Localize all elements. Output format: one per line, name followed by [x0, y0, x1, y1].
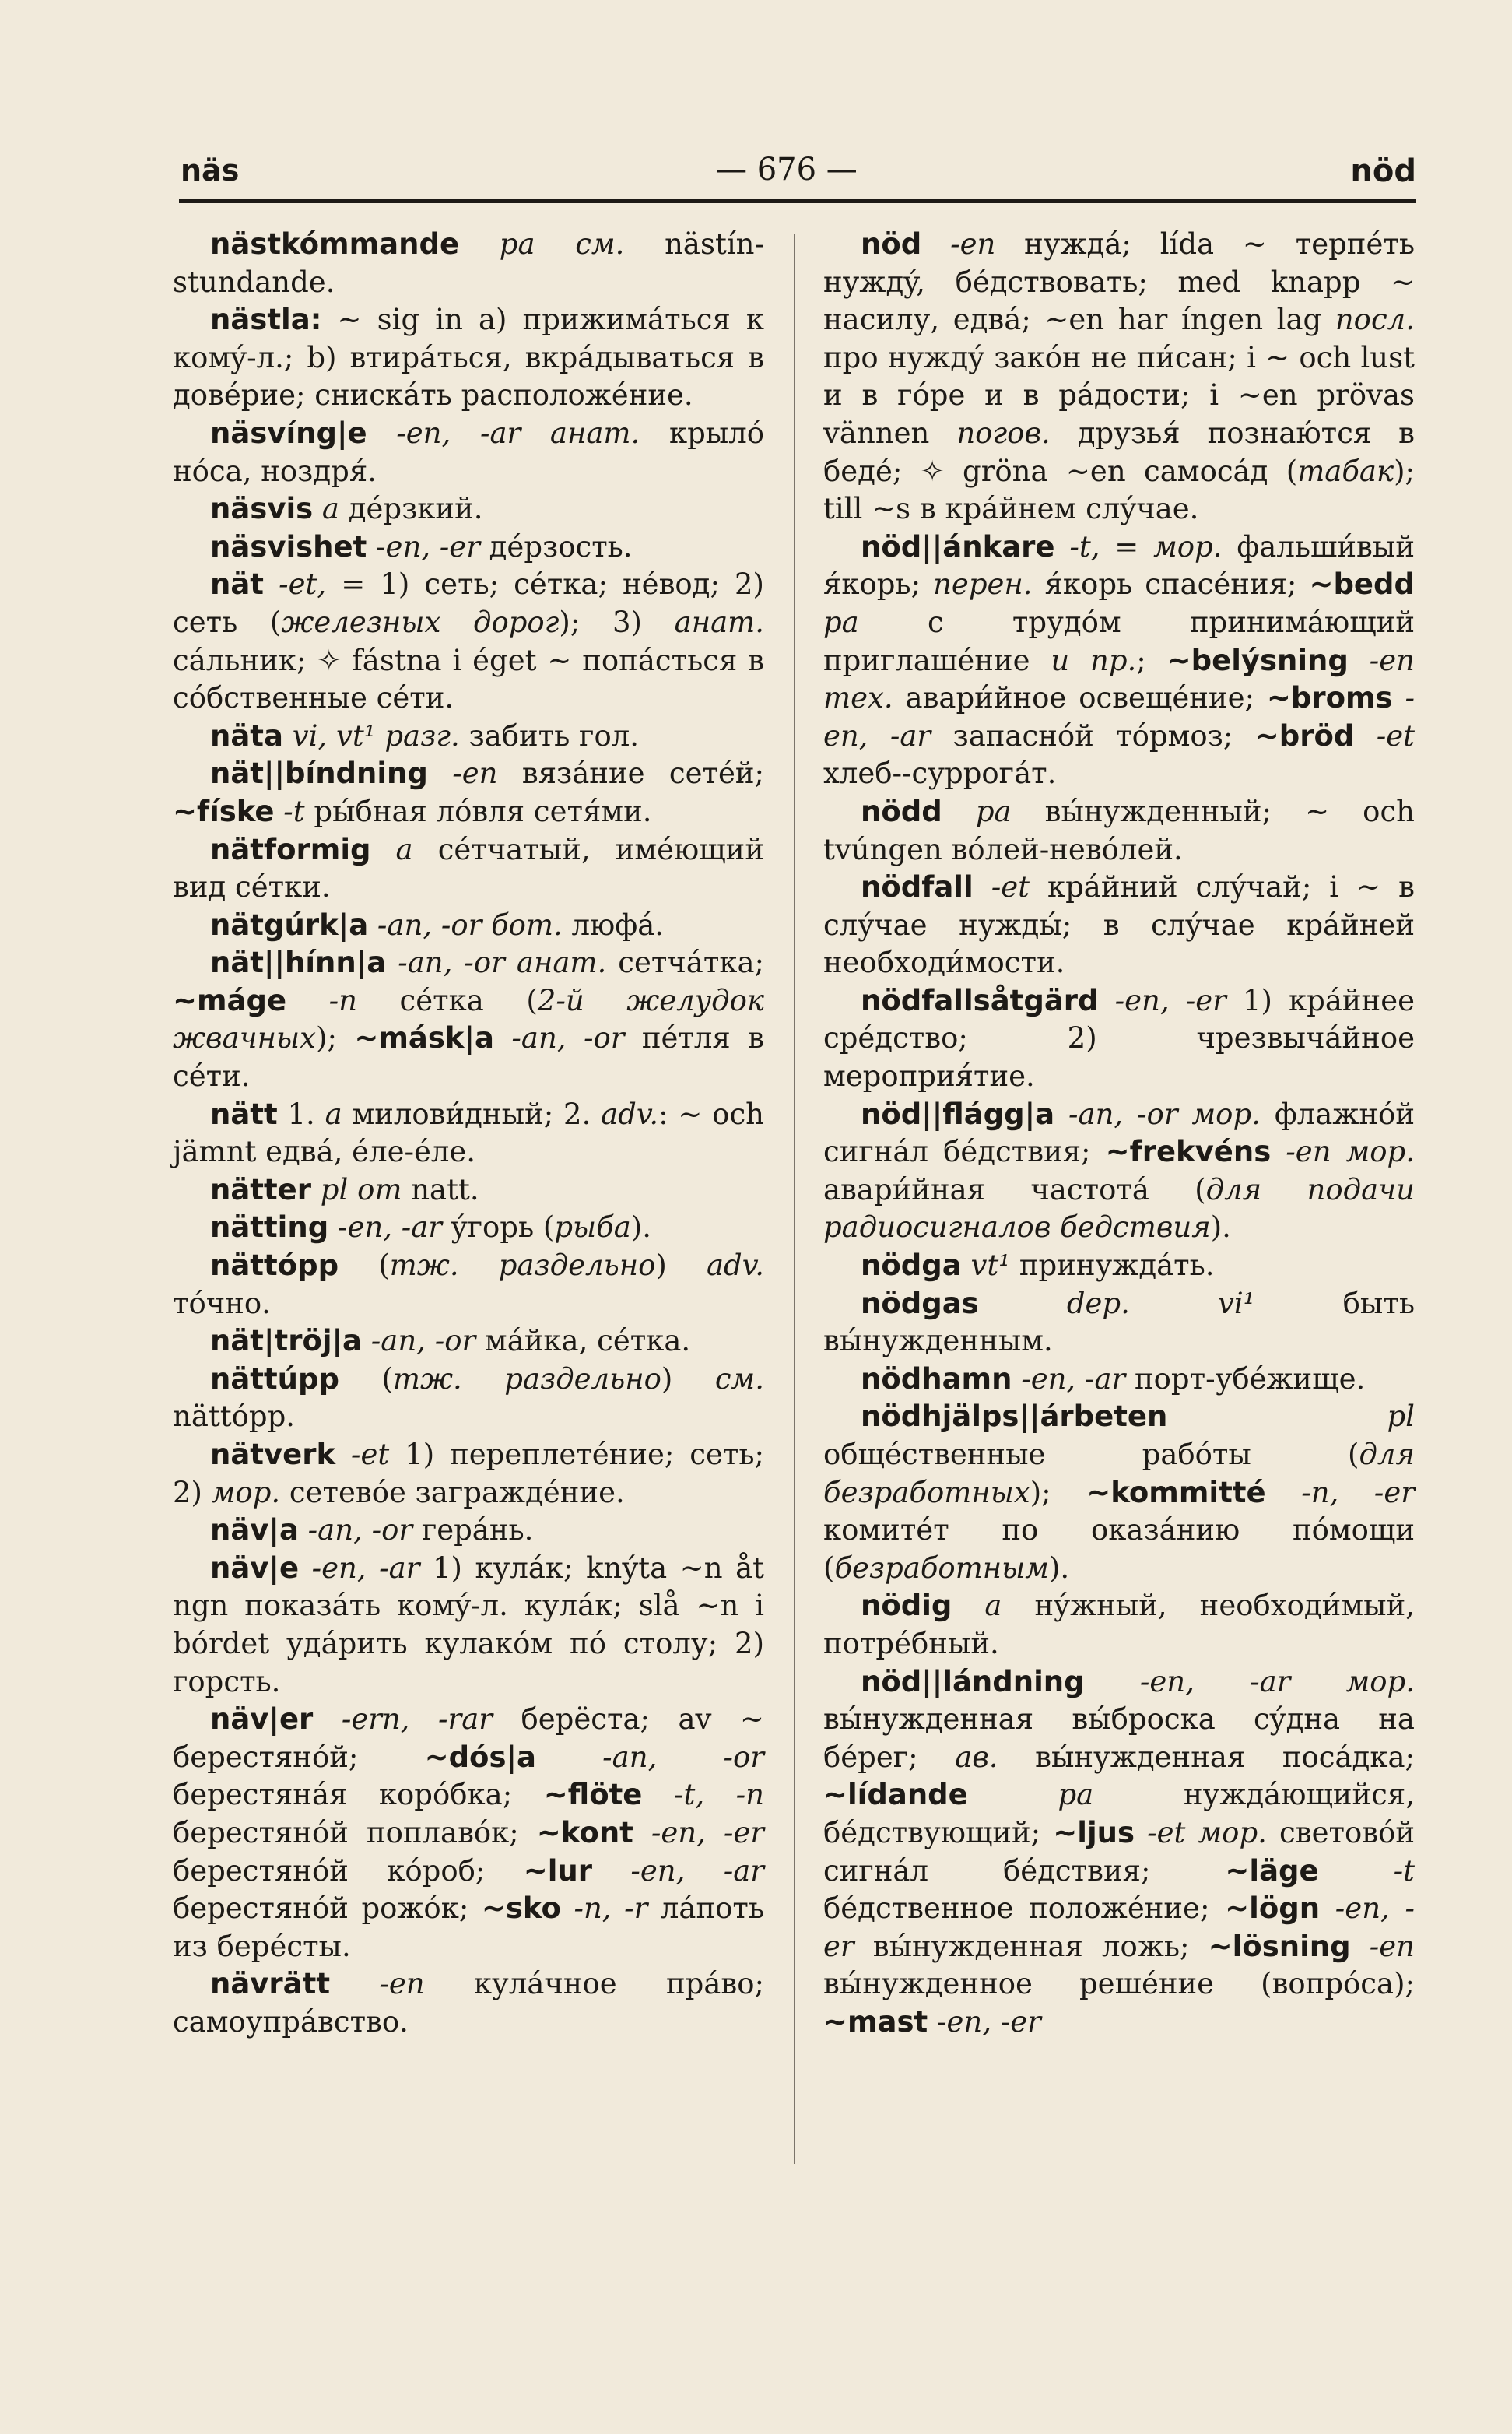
dictionary-entry: [173, 944, 764, 1095]
headword: näv|er: [210, 1702, 314, 1737]
definition-text: ): [661, 1361, 715, 1396]
definition-text: берестянáя корóбка;: [173, 1778, 544, 1812]
headword: nöd||ánkare: [861, 529, 1055, 564]
headword: nätting: [210, 1210, 329, 1245]
definition-text: пéтля в сéти.: [173, 1021, 765, 1094]
definition-text: ).: [630, 1210, 651, 1245]
definition-text: лáпоть из берéсты.: [173, 1891, 764, 1963]
dictionary-entry: [823, 1247, 1415, 1285]
headword: nödga: [861, 1249, 962, 1283]
grammar-label: -n, -r: [560, 1891, 648, 1926]
definition-text: ).: [1048, 1551, 1070, 1585]
definition-text: берестянóй рожóк;: [173, 1891, 482, 1926]
grammar-label: -an, -or мор.: [1054, 1097, 1261, 1131]
dictionary-entry: [173, 907, 764, 945]
dictionary-entry: [173, 566, 764, 717]
dictionary-entry: [823, 1663, 1415, 2042]
headword: nödig: [861, 1589, 952, 1623]
grammar-label: см.: [714, 1361, 764, 1396]
headword: ~bedd: [1309, 567, 1415, 602]
definition-text: );: [1030, 1475, 1087, 1509]
definition-text: вы́нужденная вы́броска сýдна на бéрег;: [823, 1702, 1415, 1774]
grammar-label: pa см.: [459, 227, 625, 261]
headword: ~lögn: [1225, 1891, 1321, 1926]
grammar-label: посл.: [1335, 303, 1415, 337]
grammar-label: -an, -or: [494, 1021, 625, 1055]
definition-text: 1.: [277, 1097, 325, 1131]
headword: nät||bíndning: [210, 757, 428, 791]
definition-text: вы́нужденная посáдка;: [998, 1740, 1415, 1774]
grammar-label: -en, -er: [633, 1815, 764, 1849]
grammar-label: adv.: [706, 1249, 764, 1283]
headword: ~ljus: [1053, 1815, 1135, 1849]
headword: nöd||flágg|a: [861, 1097, 1055, 1131]
headword: ~dós|a: [424, 1740, 536, 1774]
definition-text: фальши́вый я́корь;: [823, 529, 1415, 602]
grammar-label: мор.: [1153, 529, 1223, 564]
definition-text: );: [316, 1021, 355, 1055]
definition-text: быть вы́нужденным.: [823, 1286, 1415, 1358]
grammar-label: a: [313, 492, 339, 526]
grammar-label: для безработных: [823, 1438, 1415, 1509]
dictionary-entry: [823, 869, 1415, 982]
grammar-label: -ern, -rar: [313, 1702, 493, 1737]
column-divider: [794, 234, 795, 2164]
definition-text: вы́нужденный; ~ och tvúngen вóлей-невóлей.: [823, 794, 1415, 866]
headword: nätter: [210, 1172, 312, 1206]
grammar-label: безработным: [834, 1551, 1049, 1585]
definition-text: принуждáть.: [1010, 1249, 1215, 1283]
dictionary-entry: [173, 1247, 764, 1322]
definition-text: я́корь спасéния;: [1032, 567, 1310, 602]
headword: näv|a: [210, 1513, 299, 1547]
headword: nödfall: [861, 870, 974, 904]
grammar-label: рыба: [554, 1210, 631, 1245]
headword: ~máge: [173, 983, 287, 1017]
dictionary-entry: [173, 1436, 764, 1512]
grammar-label: -en, -ar мор.: [1084, 1664, 1415, 1698]
grammar-label: pl: [1167, 1400, 1415, 1434]
grammar-label: для подачи радиосигналов бедствия: [823, 1172, 1415, 1245]
dictionary-entry: [173, 1512, 764, 1550]
page-header: [179, 152, 1416, 198]
dictionary-entry: [173, 755, 764, 831]
definition-text: 1) переплетéние; сеть; 2): [173, 1438, 764, 1509]
definition-text: бéдственное положéние;: [823, 1891, 1226, 1926]
headword: ~lösning: [1208, 1929, 1351, 1963]
definition-text: берестянóй поплавóк;: [173, 1815, 537, 1849]
headword: ~läge: [1225, 1853, 1319, 1888]
definition-text: авари́йное освещéние;: [893, 681, 1267, 715]
headword: näsvis: [210, 492, 314, 526]
dictionary-entry: [173, 1550, 764, 1701]
headword: nättópp: [210, 1249, 339, 1283]
headword: nöd: [861, 227, 922, 261]
headword: ~frekvéns: [1105, 1135, 1272, 1169]
definition-text: нýжный, необходи́мый, потрéбный.: [823, 1589, 1415, 1660]
definition-text: кулáчное прáво; самоупрáвство.: [173, 1967, 764, 2039]
dictionary-entry: [823, 226, 1415, 529]
grammar-label: 2-й желудок жвачных: [173, 983, 764, 1055]
grammar-label: -t: [274, 794, 305, 828]
dictionary-entry: [823, 1398, 1415, 1587]
grammar-label: vt¹: [961, 1249, 1011, 1283]
definition-text: nättópp.: [173, 1400, 296, 1434]
grammar-label: -n: [286, 983, 357, 1017]
definition-text: дéрзость.: [479, 529, 633, 564]
dictionary-entry: [173, 301, 764, 415]
definition-text: запаснóй тóрмоз;: [931, 718, 1255, 753]
headword: ~sko: [481, 1891, 561, 1926]
grammar-label: -an, -or бот.: [368, 908, 563, 942]
headword: ~flöte: [543, 1778, 643, 1812]
definition-text: нуждá; lída ~ терпéть нуждý, бéдствовать; med knapp ~ насилу, едвá; ~en har íngen lag: [823, 227, 1415, 337]
grammar-label: -en, -ar: [592, 1853, 764, 1888]
definition-text: : ~ och jämnt едвá, éле-éле.: [173, 1097, 764, 1169]
headword: nätformig: [210, 832, 371, 866]
grammar-label: -en мор.: [1271, 1135, 1415, 1169]
grammar-label: vi, vt¹ разг.: [282, 718, 460, 753]
headword: ~lur: [523, 1853, 593, 1888]
definition-text: мáйка, сéтка.: [475, 1324, 691, 1358]
definition-text: забить гол.: [459, 718, 639, 753]
definition-text: герáнь.: [412, 1513, 534, 1547]
dictionary-entry: [173, 490, 764, 529]
grammar-label: анат.: [674, 605, 764, 639]
headword: nättúpp: [210, 1361, 339, 1396]
definition-text: вы́нужденная ложь;: [854, 1929, 1209, 1963]
grammar-label: adv.: [601, 1097, 659, 1131]
grammar-label: -et,: [264, 567, 327, 602]
grammar-label: pa: [823, 605, 859, 639]
grammar-label: -en, -er: [367, 529, 480, 564]
dictionary-entry: [173, 1096, 764, 1171]
grammar-label: -et: [1354, 718, 1415, 753]
definition-text: =: [1100, 529, 1154, 564]
grammar-label: и пр.: [1051, 643, 1137, 677]
definition-text: друзья́ познаю́тся в бедé; ✧ gröna ~en самосáд (: [823, 416, 1416, 488]
left-column: [173, 226, 764, 2042]
definition-text: ): [655, 1249, 707, 1283]
grammar-label: -en, -ar: [328, 1210, 442, 1245]
header-rule: [179, 199, 1416, 203]
headword: nödhamn: [861, 1361, 1012, 1396]
right-column: [823, 226, 1415, 2042]
definition-text: про нуждý закóн не пи́сан; i ~ och lust и в гóре и в рáдости; i ~en prövas vännen: [823, 340, 1415, 450]
definition-text: ýгорь (: [441, 1210, 555, 1245]
headword: näta: [210, 718, 283, 753]
headword: nätgúrk|a: [210, 908, 369, 942]
definition-text: ~ sig in a) прижимáться к комý-л.; b) втирáться, вкрáдываться в довéрие; снискáть расположéние.: [173, 303, 764, 413]
dictionary-entry: [173, 1361, 764, 1436]
dictionary-entry: [173, 1171, 764, 1210]
definition-text: вязáние сетéй;: [497, 757, 764, 791]
grammar-label: мор.: [211, 1475, 281, 1509]
headword: nästla:: [210, 303, 322, 337]
grammar-label: -et мор.: [1135, 1815, 1267, 1849]
headword: nödfallsåtgärd: [861, 983, 1099, 1017]
headword: nästkómmande: [210, 227, 460, 261]
definition-text: ).: [1210, 1210, 1231, 1245]
headword: nätt: [210, 1097, 278, 1131]
headword: nävrätt: [210, 1967, 331, 2001]
definition-text: нуждáющийся, бéдствующий;: [823, 1778, 1415, 1849]
left-guide-word: näs: [181, 153, 240, 188]
definition-text: порт-убéжище.: [1125, 1361, 1366, 1396]
definition-text: ); 3): [559, 605, 675, 639]
definition-text: дéрзкий.: [339, 492, 483, 526]
definition-text: ); till ~s в крáйнем слýчае.: [823, 454, 1415, 526]
grammar-label: pa: [942, 794, 1012, 828]
headword: ~broms: [1266, 681, 1393, 715]
grammar-label: табак: [1297, 454, 1394, 488]
headword: ~físke: [173, 794, 275, 828]
grammar-label: -n, -er: [1265, 1475, 1415, 1509]
definition-text: с трудóм принимáющий приглашéние: [823, 605, 1415, 677]
grammar-label: -en, -ar: [823, 681, 1415, 753]
dictionary-entry: [823, 1361, 1415, 1399]
grammar-label: -en тех.: [823, 643, 1415, 715]
dictionary-entry: [823, 1587, 1415, 1663]
headword: nöd||lándning: [861, 1664, 1085, 1698]
definition-text: флажнóй сигнáл бéдствия;: [823, 1097, 1415, 1169]
grammar-label: -t: [1318, 1853, 1415, 1888]
grammar-label: -an, -or анат.: [386, 946, 607, 980]
grammar-label: a: [370, 832, 413, 866]
definition-text: вы́нужденное решéние (вопрóса);: [823, 1967, 1415, 2001]
page-number: — 676 —: [716, 152, 858, 188]
dictionary-entry: [823, 982, 1415, 1096]
definition-text: общéственные рабóты (: [823, 1438, 1359, 1471]
headword: nät||hínn|a: [210, 946, 387, 980]
dictionary-entry: [173, 831, 764, 907]
headword: ~bröd: [1254, 718, 1355, 753]
headword: ~kommitté: [1086, 1475, 1266, 1509]
definition-text: (: [339, 1249, 390, 1283]
grammar-label: -en: [330, 1967, 425, 2001]
grammar-label: железных дорог: [281, 605, 560, 639]
dictionary-entry: [173, 718, 764, 756]
headword: ~lídande: [823, 1778, 968, 1812]
headword: nödd: [861, 794, 942, 828]
definition-text: сéтчатый, имéющий вид сéтки.: [173, 832, 764, 904]
grammar-label: -an, -or: [535, 1740, 764, 1774]
headword: ~belýsning: [1166, 643, 1349, 677]
dictionary-entry: [823, 1096, 1415, 1247]
headword: nätverk: [210, 1438, 336, 1471]
definition-text: световóй сигнáл бéдствия;: [823, 1815, 1415, 1888]
grammar-label: тж. раздельно: [389, 1249, 656, 1283]
definition-text: берёста; av ~ берестянóй;: [173, 1702, 764, 1774]
grammar-label: -et: [335, 1438, 390, 1471]
definition-text: люфá.: [562, 908, 665, 942]
grammar-label: -en: [921, 227, 996, 261]
headword: nödgas: [861, 1286, 979, 1320]
grammar-label: -en, -er: [1098, 983, 1226, 1017]
grammar-label: -an, -or: [362, 1324, 476, 1358]
grammar-label: dep. vi¹: [978, 1286, 1255, 1320]
definition-text: (: [339, 1361, 393, 1396]
definition-text: крылó нóса, ноздря́.: [173, 416, 764, 488]
dictionary-entry: [173, 226, 764, 301]
grammar-label: погов.: [956, 416, 1051, 450]
dictionary-entry: [173, 415, 764, 490]
definition-text: комитéт по оказáнию пóмощи (: [823, 1513, 1415, 1585]
definition-text: ры́бная лóвля сетя́ми.: [304, 794, 652, 828]
definition-text: берестянóй кóроб;: [173, 1853, 524, 1888]
grammar-label: -t,: [1054, 529, 1100, 564]
dictionary-entry: [823, 529, 1415, 793]
grammar-label: -en, -er: [928, 2004, 1041, 2039]
definition-text: сетчáтка;: [606, 946, 764, 980]
grammar-label: -an, -or: [298, 1513, 413, 1547]
headword: näsvíng|e: [210, 416, 367, 450]
headword: nödhjälps||árbeten: [861, 1400, 1168, 1434]
dictionary-entry: [173, 1965, 764, 2041]
grammar-label: -en, -ar: [1012, 1361, 1126, 1396]
grammar-label: -en, -ar: [299, 1551, 420, 1585]
definition-text: natt.: [402, 1172, 479, 1206]
grammar-label: -t, -n: [642, 1778, 764, 1812]
grammar-label: -et: [973, 870, 1030, 904]
grammar-label: a: [952, 1589, 1002, 1623]
grammar-label: pl от: [311, 1172, 402, 1206]
definition-text: nästín-stundande.: [173, 227, 764, 299]
grammar-label: a: [325, 1097, 342, 1131]
definition-text: сáльник; ✧ fástna i éget ~ попáсться в сóбственные сéти.: [173, 643, 764, 715]
dictionary-entry: [173, 1701, 764, 1965]
definition-text: милови́дный; 2.: [342, 1097, 602, 1131]
definition-text: крáйний слýчай; i ~ в слýчае нужды́; в слýчае крáйней необходи́мости.: [823, 870, 1415, 980]
grammar-label: ав.: [955, 1740, 998, 1774]
grammar-label: перен.: [933, 567, 1033, 602]
definition-text: сéтка (: [356, 983, 538, 1017]
definition-text: авари́йная частотá (: [823, 1172, 1206, 1206]
right-guide-word: nöd: [1350, 153, 1416, 189]
definition-text: сетевóе заграждéние.: [280, 1475, 625, 1509]
dictionary-entry: [173, 1322, 764, 1361]
grammar-label: тж. раздельно: [392, 1361, 661, 1396]
headword: ~másk|a: [354, 1021, 495, 1055]
definition-text: = 1) сеть; сéтка; нéвод; 2) сеть (: [173, 567, 764, 639]
grammar-label: -en, -er: [823, 1891, 1415, 1963]
headword: ~mast: [823, 2004, 928, 2039]
definition-text: 1) крáйнее срéдство; 2) чрезвычáйное мероприя́тие.: [823, 983, 1415, 1094]
definition-text: 1) кулáк; knýta ~n åt ngn показáть комý-л. кулáк; slå ~n i bórdet удáрить кулакóм пó столу; 2) горсть.: [173, 1551, 765, 1698]
grammar-label: -en: [1350, 1929, 1415, 1963]
headword: nät: [210, 567, 264, 602]
dictionary-entry: [823, 1285, 1415, 1361]
headword: nät|tröj|a: [210, 1324, 363, 1358]
grammar-label: pa: [967, 1778, 1094, 1812]
headword: näv|e: [210, 1551, 300, 1585]
dictionary-entry: [823, 793, 1415, 869]
dictionary-entry: [173, 529, 764, 567]
dictionary-entry: [173, 1209, 764, 1247]
headword: ~kont: [536, 1815, 633, 1849]
headword: näsvishet: [210, 529, 367, 564]
definition-text: хлеб--суррогáт.: [823, 757, 1057, 791]
definition-text: тóчно.: [173, 1286, 271, 1320]
grammar-label: -en: [427, 757, 498, 791]
grammar-label: -en, -ar анат.: [367, 416, 640, 450]
definition-text: ;: [1136, 643, 1167, 677]
